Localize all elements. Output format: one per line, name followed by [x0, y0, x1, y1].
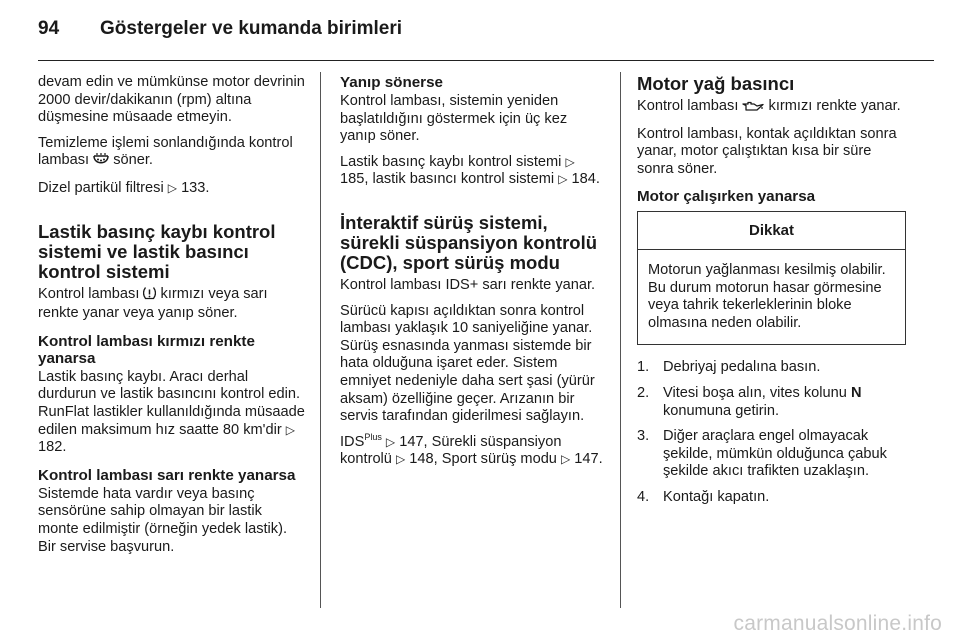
section-heading: Lastik basınç kaybı kontrol sistemi ve lastik basıncı kontrol sistemi — [38, 220, 276, 282]
reference-arrow-icon: ▷ — [167, 180, 177, 195]
paragraph: Temizleme işlemi sonlandığında kontrol lambası söner. — [38, 135, 306, 172]
reference-arrow-icon: ▷ — [560, 452, 571, 467]
list-item: 4. Kontağı kapatın. — [637, 488, 770, 505]
watermark: carmanualsonline.info — [733, 612, 942, 635]
page-reference[interactable]: 147. — [574, 451, 603, 468]
page-reference[interactable]: 148, Sport sürüş modu — [409, 451, 557, 468]
subsection-heading: Kontrol lambası sarı renkte yanarsa — [38, 466, 296, 484]
page-reference[interactable]: 184. — [571, 171, 600, 188]
reference-arrow-icon: ▷ — [395, 452, 406, 467]
page-number: 94 — [38, 18, 60, 39]
paragraph: Sürücü kapısı açıldıktan sonra kontrol lambası yaklaşık 10 saniyeliğine yanar. Sürüş esnasında yanması sistemde bir hata olduğuna işaret eder. Sistem emniyet nedeniyle daha sert şasi (yürür aksam) özelliğine geçer. Arızanın bir servis tarafından giderilmesi sağlayın. — [340, 302, 595, 425]
page-reference[interactable]: 133. — [181, 179, 210, 196]
paragraph: $IDS^{Plus}$ ▷ 147, Sürekli süspansiyon kontrolü ▷ 148, Sport sürüş modu ▷ 147. — [340, 431, 603, 468]
dpf-icon — [93, 152, 109, 172]
paragraph: Sistemde hata vardır veya basınç sensörüne sahip olmayan bir lastik monte edilmiştir (örneğin yedek lastik). Bir servise başvurun. — [38, 485, 287, 555]
list-item: 2. Vitesi boşa alın, vites kolunu N konumuna getirin. — [637, 384, 862, 419]
subsection-heading: Kontrol lambası kırmızı renkte yanarsa — [38, 332, 255, 367]
paragraph: Lastik basınç kaybı kontrol sistemi ▷ 185, lastik basıncı kontrol sistemi ▷ 184. — [340, 153, 600, 188]
reference-arrow-icon: ▷ — [565, 154, 575, 169]
paragraph: Kontrol lambası IDS+ sarı renkte yanar. — [340, 276, 596, 293]
subsection-heading: Yanıp sönerse — [340, 74, 443, 91]
caution-title: Dikkat — [638, 212, 905, 250]
section-heading: Motor yağ basıncı — [637, 73, 795, 94]
paragraph: Kontrol lambası kırmızı veya sarı renkte yanar veya yanıp söner. — [38, 285, 268, 322]
oil-can-icon — [742, 100, 764, 118]
paragraph: devam edin ve mümkünse motor devrinin 2000 devir/dakikanın (rpm) altına düşmesine müsaade etmeyin. — [38, 74, 305, 126]
caution-box — [637, 211, 906, 345]
column-2 — [340, 74, 606, 477]
paragraph: Kontrol lambası, sistemin yeniden başlatıldığını göstermek için üç kez yanıp söner. — [340, 93, 568, 145]
page-reference[interactable]: 185, lastik basıncı kontrol sistemi — [340, 171, 555, 188]
steps-list — [637, 359, 906, 506]
page-reference[interactable]: 182. — [38, 439, 67, 456]
column-divider-2 — [620, 72, 621, 608]
reference-arrow-icon: ▷ — [285, 422, 295, 437]
reference-arrow-icon: ▷ — [385, 434, 396, 449]
column-3 — [637, 74, 906, 515]
caution-text: Motorun yağlanması kesilmiş olabilir. Bu durum motorun hasar görmesine veya tahrik tekerleklerinin bloke olmasına neden olabilir. — [648, 261, 886, 331]
reference-arrow-icon: ▷ — [558, 172, 568, 187]
paragraph: Lastik basınç kaybı. Aracı derhal durdurun ve lastik basıncını kontrol edin. RunFlat lastikler kullanıldığında müsaade edilen maksimum hız saatte 80 km'dir ▷ 182. — [38, 368, 305, 456]
page-reference[interactable]: 147, Sürekli süspansiyon kontrolü — [340, 433, 562, 468]
paragraph: Kontrol lambası kırmızı renkte yanar. — [637, 98, 906, 118]
list-item: 1. Debriyaj pedalına basın. — [637, 359, 821, 376]
page-header — [38, 18, 402, 48]
column-divider-1 — [320, 72, 321, 608]
tire-pressure-icon — [143, 286, 156, 306]
list-item: 3. Diğer araçlara engel olmayacak şekilde, mümkün olduğunca çabuk şekilde akıcı trafikten uzaklaşın. — [637, 428, 887, 480]
paragraph: Kontrol lambası, kontak açıldıktan sonra yanar, motor çalıştıktan kısa bir süre sonra söner. — [637, 125, 897, 177]
subsection-heading: Motor çalışırken yanarsa — [637, 188, 816, 206]
header-divider — [38, 60, 934, 61]
column-1 — [38, 74, 306, 564]
running-title: Göstergeler ve kumanda birimleri — [100, 18, 403, 39]
section-heading: İnteraktif sürüş sistemi, sürekli süspansiyon kontrolü (CDC), sport sürüş modu — [340, 211, 598, 273]
paragraph: Dizel partikül filtresi ▷ 133. — [38, 179, 210, 196]
